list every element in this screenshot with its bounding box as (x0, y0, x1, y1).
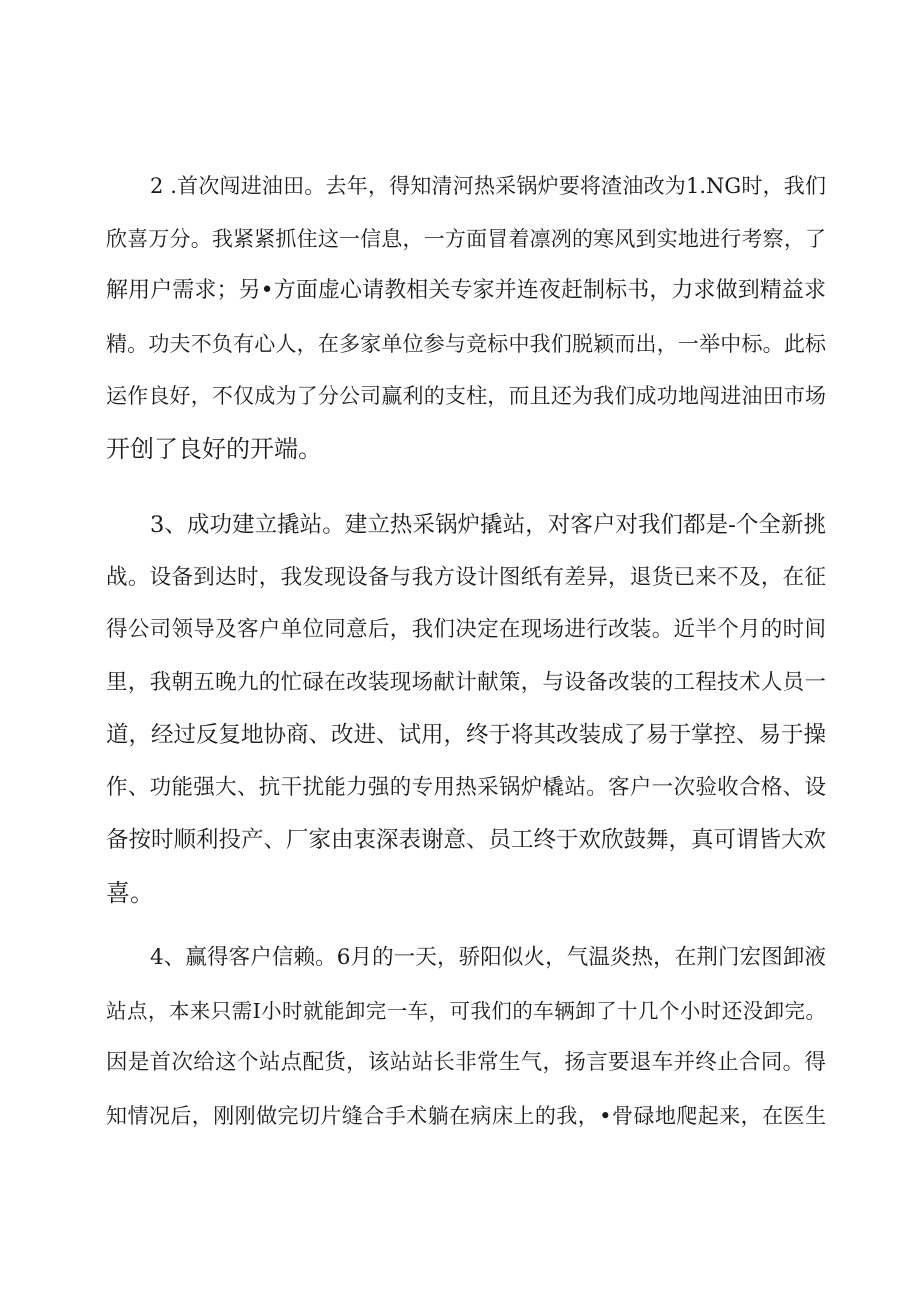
paragraph-customer-trust (106, 932, 826, 1142)
paragraph-line: 喜。 (106, 878, 154, 907)
paragraph-line: 备按时顺利投产、厂家由衷深表谢意、员工终于欢欣鼓舞，真可谓皆大欢 (106, 827, 827, 853)
paragraph-line: 欣喜万分。我紧紧抓住这一信息，一方面冒着凛冽的寒风到实地进行考察，了 (106, 226, 826, 251)
paragraph-line: 作、功能强大、抗干扰能力强的专用热采锅炉橇站。客户一次验收合格、设 (106, 774, 826, 800)
paragraph-first-oilfield (106, 160, 826, 475)
paragraph-line: 开创了良好的开端。 (106, 434, 322, 463)
paragraph-line: 知情况后，刚刚做完切片缝合手术躺在病床上的我，•骨碌地爬起来，在医生 (106, 1103, 826, 1128)
paragraph-line: 道，经过反复地协商、改进、试用，终于将其改装成了易于掌控、易于操 (106, 722, 827, 748)
paragraph-line: 2 .首次闯进油田。去年，得知清河热采锅炉要将渣油改为1.NG时，我们 (150, 174, 826, 198)
paragraph-line: 解用户需求；另•方面虚心请教相关专家并连夜赶制标书，力求做到精益求 (106, 278, 826, 303)
paragraph-skid-station (106, 499, 826, 919)
paragraph-line: 站点，本来只需I小时就能卸完一车，可我们的车辆卸了十几个小时还没卸完。 (106, 998, 826, 1023)
paragraph-line: 4、赢得客户信赖。6月的一天，骄阳似火，气温炎热，在荆门宏图卸液 (150, 945, 826, 970)
paragraph-line: 运作良好，不仅成为了分公司赢利的支柱，而且还为我们成功地闯进油田市场 (106, 384, 826, 408)
paragraph-line: 得公司领导及客户单位同意后，我们决定在现场进行改装。近半个月的时间 (106, 617, 826, 642)
paragraph-line: 精。功夫不负有心人，在多家单位参与竞标中我们脱颖而出，一举中标。此标 (106, 331, 826, 356)
paragraph-line: 因是首次给这个站点配货，该站站长非常生气，扬言要退车并终止合同。得 (106, 1050, 826, 1075)
paragraph-line: 里，我朝五晚九的忙碌在改装现场献计献策，与设备改装的工程技术人员一 (106, 669, 826, 695)
paragraph-line: 战。设备到达时，我发现设备与我方设计图纸有差异，退货已来不及，在征 (106, 564, 826, 590)
paragraph-line: 3、成功建立撬站。建立热采锅炉撬站，对客户对我们都是-个全新挑 (150, 512, 826, 538)
